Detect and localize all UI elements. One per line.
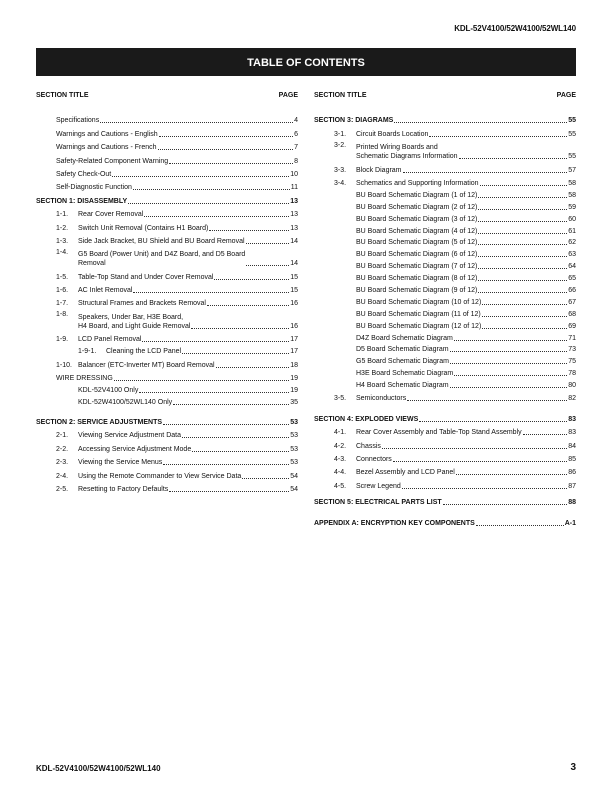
toc-entry-1-6[interactable]	[36, 282, 298, 295]
toc-entry-page: 73	[568, 346, 576, 354]
toc-section-title: SECTION 4: EXPLODED VIEWS	[314, 415, 419, 423]
toc-entry-page: 66	[568, 286, 576, 294]
toc-entry-title: D4Z Board Schematic Diagram	[356, 334, 453, 342]
toc-entry-page: 18	[290, 361, 298, 369]
toc-section-title: SECTION 2: SERVICE ADJUSTMENTS	[36, 419, 163, 427]
toc-entry-title-line1: Speakers, Under Bar, H3E Board,	[78, 313, 184, 321]
toc-entry-title: BU Board Schematic Diagram (10 of 12)	[356, 298, 482, 306]
toc-left-column	[36, 92, 298, 494]
toc-section-title: SECTION 3: DIAGRAMS	[314, 117, 394, 125]
toc-entry-title: Specifications	[56, 117, 100, 125]
toc-section-page: 88	[568, 498, 576, 506]
toc-entry-safety-component-warning[interactable]	[36, 152, 298, 165]
toc-entry-number: 1-10.	[56, 361, 72, 369]
leader-dots	[450, 387, 568, 388]
toc-entry-number: 2-1.	[56, 432, 69, 440]
toc-right-column	[314, 92, 576, 528]
leader-dots	[159, 136, 293, 137]
leader-dots	[169, 491, 289, 492]
toc-entry-number: 1-7.	[56, 300, 69, 308]
leader-dots	[394, 122, 567, 123]
toc-entry-title: BU Board Schematic Diagram (2 of 12)	[356, 203, 478, 211]
toc-entry-page: 80	[568, 382, 576, 390]
toc-entry-bu-schematic-10[interactable]	[314, 295, 576, 307]
toc-section-4-exploded-views[interactable]	[314, 410, 576, 423]
toc-entry-page: 17	[290, 336, 298, 344]
toc-entry-page: 17	[290, 348, 298, 356]
leader-dots	[478, 292, 567, 293]
leader-dots	[173, 404, 289, 405]
toc-entry-4-1[interactable]	[314, 424, 576, 437]
toc-entry-number: 3-5.	[334, 395, 347, 403]
toc-entry-number: 2-3.	[56, 459, 69, 467]
toc-entry-page: 16	[290, 322, 298, 330]
toc-entry-title-line2: H4 Board, and Light Guide Removal	[78, 322, 191, 330]
toc-entry-title: Chassis	[356, 442, 381, 450]
toc-entry-number: 3-2.	[334, 141, 347, 149]
toc-entry-title: Semiconductors	[356, 395, 407, 403]
leader-dots	[158, 149, 294, 150]
toc-section-page: 83	[568, 415, 576, 423]
toc-entry-bu-schematic-12[interactable]	[314, 319, 576, 331]
toc-entry-page: 83	[568, 429, 576, 437]
toc-entry-page: 4	[294, 117, 298, 125]
toc-entry-number: 4-3.	[334, 456, 347, 464]
leader-dots	[214, 279, 289, 280]
leader-dots	[478, 197, 567, 198]
toc-entry-1-1[interactable]	[36, 206, 298, 219]
toc-entry-warnings-english[interactable]	[36, 125, 298, 138]
toc-entry-page: 62	[568, 239, 576, 247]
toc-entry-title: KDL-52W4100/52WL140 Only	[78, 398, 173, 406]
toc-entry-page: 16	[290, 300, 298, 308]
toc-entry-page: 68	[568, 310, 576, 318]
toc-entry-page: 82	[568, 395, 576, 403]
toc-entry-title: Table-Top Stand and Under Cover Removal	[78, 273, 214, 281]
toc-entry-number: 1-2.	[56, 224, 69, 232]
toc-entry-1-10[interactable]	[36, 356, 298, 369]
toc-entry-bu-schematic-3[interactable]	[314, 212, 576, 224]
leader-dots	[476, 525, 564, 526]
toc-section-2-service-adjustments[interactable]	[36, 414, 298, 427]
column-header-section-title: SECTION TITLE	[36, 92, 89, 99]
column-header-page: PAGE	[278, 92, 298, 99]
toc-entry-title: Bezel Assembly and LCD Panel	[356, 469, 455, 477]
toc-entry-title: Self-Diagnostic Function	[56, 184, 132, 192]
toc-entry-title: BU Board Schematic Diagram (6 of 12)	[356, 251, 478, 259]
toc-entry-title: BU Board Schematic Diagram (5 of 12)	[356, 239, 478, 247]
toc-entry-page: 55	[568, 130, 576, 138]
toc-entry-title: Warnings and Cautions - French	[56, 144, 157, 152]
toc-entry-number: 2-2.	[56, 445, 69, 453]
toc-entry-number: 4-4.	[334, 469, 347, 477]
toc-entry-number: 1-1.	[56, 211, 69, 219]
toc-entry-number: 2-5.	[56, 486, 69, 494]
leader-dots	[478, 268, 567, 269]
leader-dots	[182, 353, 289, 354]
toc-entry-page: 58	[568, 191, 576, 199]
toc-entry-title: Safety-Related Component Warning	[56, 157, 169, 165]
toc-entry-page: 86	[568, 469, 576, 477]
toc-section-5-electrical-parts[interactable]	[314, 491, 576, 507]
toc-entry-page: 7	[294, 144, 298, 152]
toc-section-page: 13	[290, 197, 298, 205]
leader-dots	[478, 209, 567, 210]
toc-entry-title-line1: Printed Wiring Boards and	[356, 144, 438, 152]
leader-dots	[480, 185, 568, 186]
leader-dots	[112, 176, 289, 177]
toc-entry-page: 11	[290, 184, 298, 192]
toc-entry-title: BU Board Schematic Diagram (8 of 12)	[356, 275, 478, 283]
toc-entry-page: 67	[568, 298, 576, 306]
toc-entry-bu-schematic-5[interactable]	[314, 236, 576, 248]
toc-entry-page: 35	[290, 398, 298, 406]
toc-entry-title: D5 Board Schematic Diagram	[356, 346, 449, 354]
toc-entry-page: 14	[290, 260, 298, 268]
toc-entry-title: BU Board Schematic Diagram (7 of 12)	[356, 263, 478, 271]
toc-entry-wire-dressing-v4100[interactable]	[36, 383, 298, 395]
toc-entry-3-2[interactable]	[314, 139, 576, 161]
toc-entry-title	[78, 250, 245, 268]
toc-entry-page: 53	[290, 445, 298, 453]
leader-dots	[100, 122, 293, 123]
toc-entry-page: 64	[568, 263, 576, 271]
column-header	[36, 92, 298, 107]
toc-entry-page: 78	[568, 370, 576, 378]
toc-section-page: 53	[290, 419, 298, 427]
toc-entry-1-9-1[interactable]	[36, 344, 298, 356]
toc-section-title: SECTION 1: DISASSEMBLY	[36, 197, 128, 205]
toc-entry-title: Viewing Service Adjustment Data	[78, 432, 181, 440]
leader-dots	[450, 351, 568, 352]
toc-section-page: A-1	[564, 519, 576, 527]
toc-entry-title: Viewing the Service Menus	[78, 459, 163, 467]
leader-dots	[482, 316, 567, 317]
toc-entry-page: 53	[290, 432, 298, 440]
toc-entry-4-5[interactable]	[314, 477, 576, 490]
toc-entry-bu-schematic-11[interactable]	[314, 307, 576, 319]
toc-entry-title: Block Diagram	[356, 166, 402, 174]
toc-entry-page: 13	[290, 224, 298, 232]
toc-entry-page: 14	[290, 237, 298, 245]
toc-entry-title: BU Board Schematic Diagram (3 of 12)	[356, 215, 478, 223]
toc-entry-page: 85	[568, 456, 576, 464]
leader-dots	[114, 380, 289, 381]
leader-dots	[209, 230, 289, 231]
leader-dots	[478, 244, 567, 245]
toc-entry-number: 1-6.	[56, 287, 69, 295]
toc-entry-3-4[interactable]	[314, 175, 576, 188]
toc-entry-h4-schematic[interactable]	[314, 378, 576, 390]
toc-entry-3-5[interactable]	[314, 390, 576, 403]
toc-entry-d4z-schematic[interactable]	[314, 331, 576, 343]
leader-dots	[523, 434, 568, 435]
toc-entry-specifications[interactable]	[36, 112, 298, 125]
toc-entry-title: Using the Remote Commander to View Service Data	[78, 472, 242, 480]
toc-entry-2-3[interactable]	[36, 454, 298, 467]
footer-page-number: 3	[570, 762, 576, 773]
toc-entry-title: Switch Unit Removal (Contains H1 Board)	[78, 224, 209, 232]
leader-dots	[478, 256, 567, 257]
toc-entry-3-3[interactable]	[314, 161, 576, 174]
header-model-number: KDL-52V4100/52W4100/52WL140	[454, 24, 576, 33]
toc-entry-page: 61	[568, 227, 576, 235]
toc-entry-self-diagnostic[interactable]	[36, 179, 298, 192]
toc-entry-page: 59	[568, 203, 576, 211]
leader-dots	[450, 363, 567, 364]
toc-entry-number: 3-1.	[334, 130, 347, 138]
toc-entry-bu-schematic-7[interactable]	[314, 259, 576, 271]
toc-entry-title: KDL-52V4100 Only	[78, 386, 139, 394]
column-header-page: PAGE	[556, 92, 576, 99]
toc-entry-title: Accessing Service Adjustment Mode	[78, 445, 192, 453]
toc-entry-number: 4-5.	[334, 482, 347, 490]
leader-dots	[459, 158, 568, 159]
toc-entry-1-2[interactable]	[36, 219, 298, 232]
toc-entry-page: 6	[294, 130, 298, 138]
toc-appendix-a[interactable]	[314, 507, 576, 528]
leader-dots	[482, 328, 567, 329]
toc-entry-title: Rear Cover Assembly and Table-Top Stand Assembly	[356, 429, 522, 437]
leader-dots	[163, 424, 289, 425]
leader-dots	[207, 305, 289, 306]
leader-dots	[191, 328, 289, 329]
leader-dots	[242, 478, 289, 479]
toc-entry-title: Schematics and Supporting Information	[356, 179, 479, 187]
leader-dots	[139, 392, 289, 393]
toc-entry-title: Circuit Boards Location	[356, 130, 429, 138]
toc-entry-title: Rear Cover Removal	[78, 211, 144, 219]
toc-entry-page: 84	[568, 442, 576, 450]
toc-entry-number: 1-3.	[56, 237, 69, 245]
toc-entry-title-line2: Schematic Diagrams Information	[356, 153, 458, 161]
toc-entry-title: Cleaning the LCD Panel	[106, 348, 182, 356]
toc-entry-number: 3-4.	[334, 179, 347, 187]
toc-entry-title: WIRE DRESSING	[56, 374, 113, 382]
toc-entry-4-3[interactable]	[314, 451, 576, 464]
toc-section-1-disassembly[interactable]	[36, 192, 298, 205]
toc-entry-1-4[interactable]	[36, 246, 298, 268]
toc-entry-title: BU Board Schematic Diagram (4 of 12)	[356, 227, 478, 235]
toc-entry-wire-dressing[interactable]	[36, 370, 298, 383]
toc-entry-wire-dressing-w4100[interactable]	[36, 395, 298, 407]
toc-entry-page: 75	[568, 358, 576, 366]
toc-entry-1-8[interactable]	[36, 308, 298, 330]
toc-banner-title: TABLE OF CONTENTS	[36, 48, 576, 76]
toc-entry-title	[356, 143, 458, 161]
column-header	[314, 92, 576, 107]
toc-entry-title: G5 Board Schematic Diagram	[356, 358, 449, 366]
toc-entry-title-line1: G5 Board (Power Unit) and D4Z Board, and D5 Board	[78, 251, 246, 259]
toc-entry-title: AC Inlet Removal	[78, 287, 133, 295]
leader-dots	[144, 216, 289, 217]
toc-entry-2-5[interactable]	[36, 481, 298, 494]
toc-entry-3-1[interactable]	[314, 125, 576, 138]
leader-dots	[163, 464, 289, 465]
toc-entry-title	[78, 313, 190, 331]
leader-dots	[169, 163, 293, 164]
toc-section-title: APPENDIX A: ENCRYPTION KEY COMPONENTS	[314, 519, 475, 527]
toc-entry-title: Side Jack Bracket, BU Shield and BU Board Removal	[78, 237, 245, 245]
toc-entry-1-3[interactable]	[36, 233, 298, 246]
leader-dots	[482, 304, 567, 305]
toc-entry-page: 19	[290, 374, 298, 382]
toc-entry-title: Structural Frames and Brackets Removal	[78, 300, 206, 308]
toc-entry-title: LCD Panel Removal	[78, 336, 142, 344]
leader-dots	[246, 265, 289, 266]
toc-entry-page: 15	[290, 273, 298, 281]
leader-dots	[429, 136, 567, 137]
toc-entry-title: BU Board Schematic Diagram (11 of 12)	[356, 310, 481, 318]
toc-entry-page: 15	[290, 287, 298, 295]
toc-entry-title: Resetting to Factory Defaults	[78, 486, 169, 494]
toc-entry-title: Balancer (ETC-Inverter MT) Board Removal	[78, 361, 215, 369]
toc-entry-page: 13	[290, 211, 298, 219]
toc-entry-page: 55	[568, 153, 576, 161]
toc-entry-bu-schematic-9[interactable]	[314, 283, 576, 295]
toc-entry-number: 1-9.	[56, 336, 69, 344]
toc-entry-page: 57	[568, 166, 576, 174]
toc-entry-page: 10	[290, 170, 298, 178]
toc-entry-page: 63	[568, 251, 576, 259]
toc-entry-h3e-schematic[interactable]	[314, 366, 576, 378]
toc-entry-title: Screw Legend	[356, 482, 401, 490]
toc-entry-title: BU Board Schematic Diagram (1 of 12)	[356, 191, 478, 199]
leader-dots	[478, 280, 567, 281]
leader-dots	[454, 375, 567, 376]
toc-entry-number: 3-3.	[334, 166, 347, 174]
leader-dots	[142, 341, 289, 342]
leader-dots	[454, 340, 567, 341]
toc-entry-page: 65	[568, 275, 576, 283]
leader-dots	[456, 474, 567, 475]
toc-entry-title: H4 Board Schematic Diagram	[356, 382, 449, 390]
footer-model-number: KDL-52V4100/52W4100/52WL140	[36, 764, 161, 773]
leader-dots	[382, 448, 567, 449]
toc-entry-title: Connectors	[356, 456, 392, 464]
toc-entry-1-7[interactable]	[36, 295, 298, 308]
toc-section-title: SECTION 5: ELECTRICAL PARTS LIST	[314, 498, 442, 506]
toc-entry-page: 71	[568, 334, 576, 342]
toc-entry-number: 1-5.	[56, 273, 69, 281]
toc-entry-title: BU Board Schematic Diagram (9 of 12)	[356, 286, 478, 294]
toc-entry-bu-schematic-2[interactable]	[314, 200, 576, 212]
leader-dots	[133, 292, 289, 293]
toc-entry-2-4[interactable]	[36, 467, 298, 480]
toc-entry-page: 58	[568, 179, 576, 187]
toc-entry-number: 1-4.	[56, 248, 69, 256]
toc-entry-page: 54	[290, 486, 298, 494]
toc-entry-number: 1-9-1.	[78, 348, 97, 356]
toc-entry-4-4[interactable]	[314, 464, 576, 477]
toc-entry-title: BU Board Schematic Diagram (12 of 12)	[356, 322, 482, 330]
leader-dots	[393, 461, 567, 462]
toc-entry-1-9[interactable]	[36, 331, 298, 344]
leader-dots	[403, 172, 568, 173]
toc-entry-bu-schematic-6[interactable]	[314, 247, 576, 259]
leader-dots	[216, 367, 290, 368]
toc-entry-page: 60	[568, 215, 576, 223]
toc-entry-title: Warnings and Cautions - English	[56, 130, 158, 138]
toc-entry-safety-check-out[interactable]	[36, 166, 298, 179]
leader-dots	[192, 451, 289, 452]
column-header-section-title: SECTION TITLE	[314, 92, 367, 99]
toc-entry-2-1[interactable]	[36, 427, 298, 440]
toc-entry-bu-schematic-1[interactable]	[314, 188, 576, 200]
toc-entry-number: 2-4.	[56, 472, 69, 480]
toc-entry-warnings-french[interactable]	[36, 139, 298, 152]
toc-entry-page: 87	[568, 482, 576, 490]
leader-dots	[443, 504, 568, 505]
toc-entry-page: 19	[290, 386, 298, 394]
toc-entry-number: 4-1.	[334, 429, 347, 437]
toc-entry-d5-schematic[interactable]	[314, 343, 576, 355]
toc-entry-4-2[interactable]	[314, 437, 576, 450]
leader-dots	[128, 203, 289, 204]
toc-entry-title-line2: Removal	[78, 260, 106, 268]
toc-entry-title: Safety Check-Out	[56, 170, 112, 178]
leader-dots	[402, 488, 567, 489]
toc-entry-page: 54	[290, 472, 298, 480]
leader-dots	[407, 400, 567, 401]
leader-dots	[133, 189, 290, 190]
toc-section-3-diagrams[interactable]	[314, 112, 576, 125]
toc-entry-page: 69	[568, 322, 576, 330]
toc-entry-number: 4-2.	[334, 442, 347, 450]
toc-entry-number: 1-8.	[56, 311, 69, 319]
toc-entry-bu-schematic-8[interactable]	[314, 271, 576, 283]
toc-entry-1-5[interactable]	[36, 268, 298, 281]
toc-entry-page: 8	[294, 157, 298, 165]
leader-dots	[478, 233, 567, 234]
leader-dots	[478, 221, 567, 222]
leader-dots	[419, 421, 567, 422]
toc-entry-2-2[interactable]	[36, 440, 298, 453]
leader-dots	[182, 437, 289, 438]
toc-entry-title: H3E Board Schematic Diagram	[356, 370, 454, 378]
toc-entry-g5-schematic[interactable]	[314, 354, 576, 366]
toc-section-page: 55	[568, 117, 576, 125]
leader-dots	[246, 243, 290, 244]
toc-entry-bu-schematic-4[interactable]	[314, 224, 576, 236]
toc-entry-page: 53	[290, 459, 298, 467]
